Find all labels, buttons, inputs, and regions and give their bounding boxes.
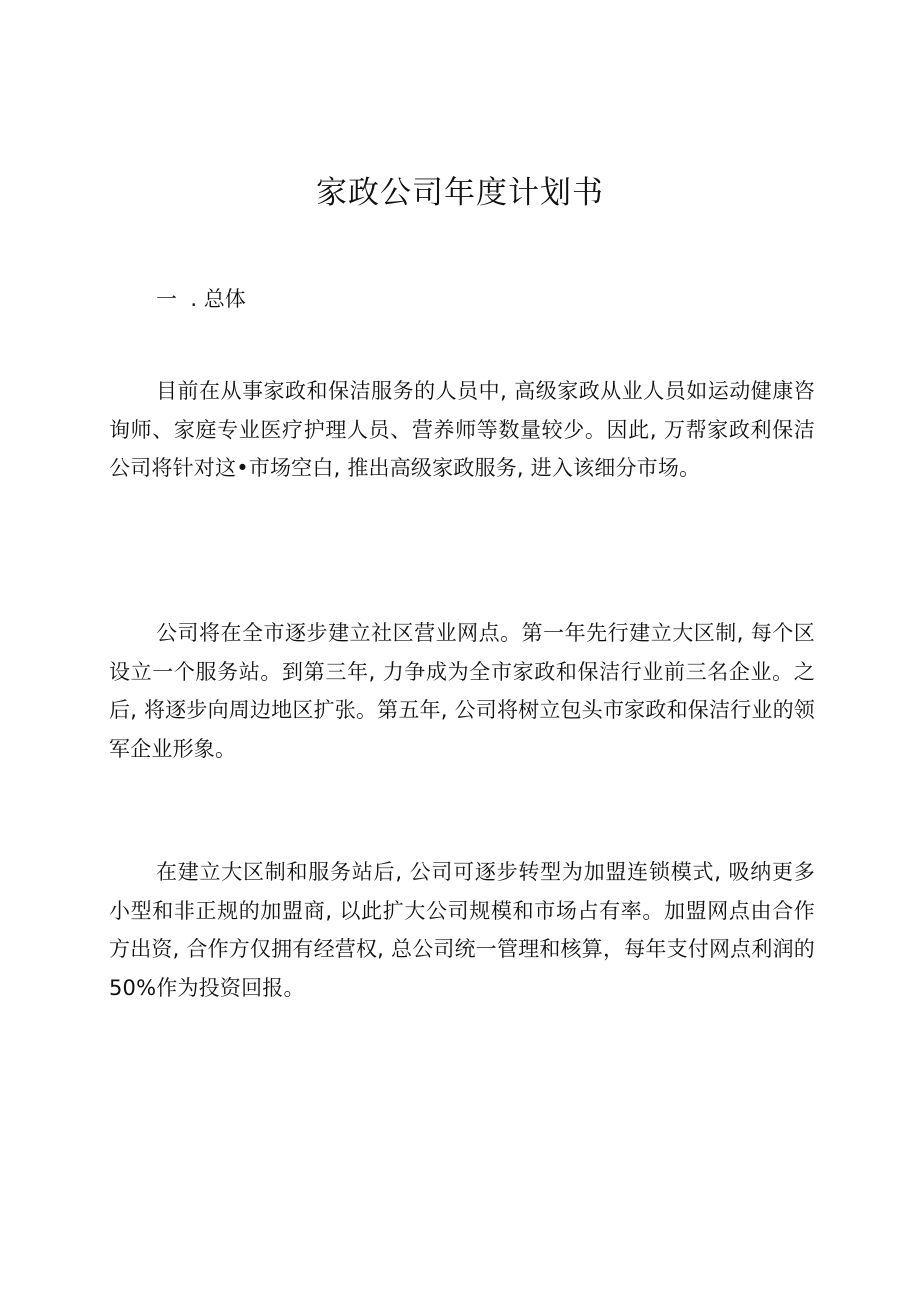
paragraph-overview-market: 目前在从事家政和保洁服务的人员中, 高级家政从业人员如运动健康咨询师、家庭专业医疗护理人员、营养师等数量较少。因此, 万帮家政利保洁公司将针对这•市场空白, 推出高级家政服务, 进入该细分市场。	[109, 379, 815, 480]
paragraph-franchise-model: 在建立大区制和服务站后, 公司可逐步转型为加盟连锁模式, 吸纳更多小型和非正规的加盟商, 以此扩大公司规模和市场占有率。加盟网点由合作方出资, 合作方仅拥有经营权, 总公司统一管理和核算，每年支付网点利润的50%作为投资回报。	[109, 860, 815, 1000]
section-heading: 一 . 总体	[156, 287, 246, 311]
paragraph-expansion-plan: 公司将在全市逐步建立社区营业网点。第一年先行建立大区制, 每个区设立一个服务站。到第三年, 力争成为全市家政和保洁行业前三名企业。之后, 将逐步向周边地区扩张。第五年, 公司将树立包头市家政和保洁行业的领军企业形象。	[109, 621, 815, 761]
document-title: 家政公司年度计划书	[316, 175, 604, 211]
